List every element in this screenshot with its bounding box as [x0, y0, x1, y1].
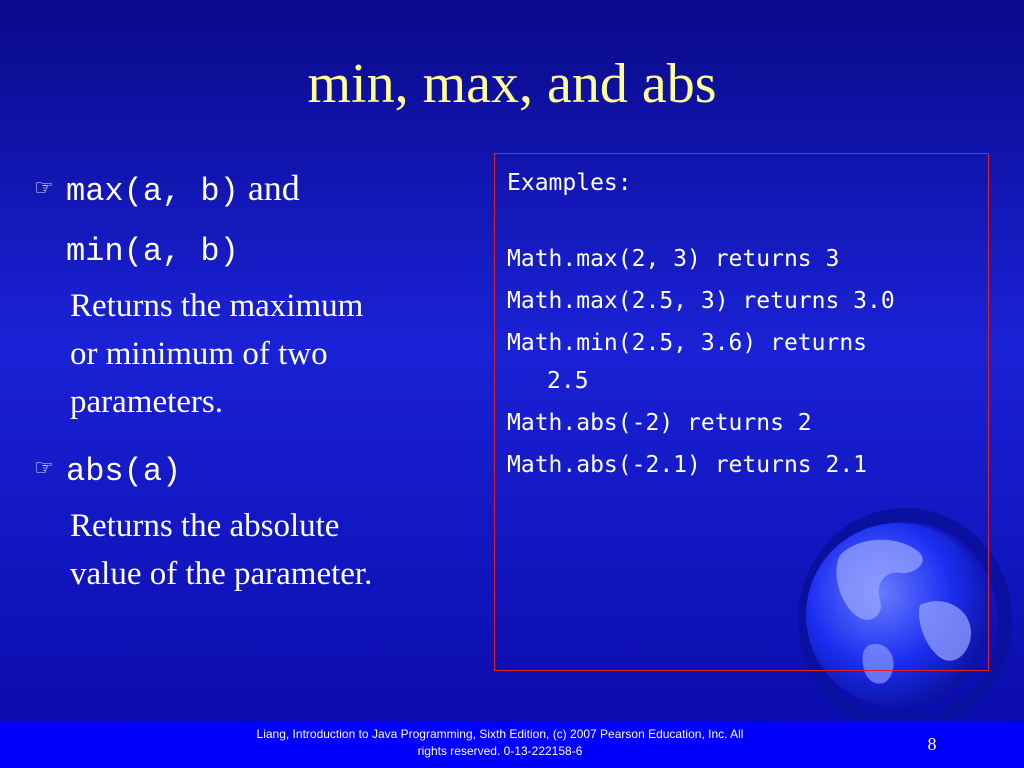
example-item: Math.max(2, 3) returns 3	[507, 246, 840, 272]
example-item: Math.min(2.5, 3.6) returns 2.5	[507, 330, 868, 394]
example-item: Math.abs(-2.1) returns 2.1	[507, 452, 868, 478]
slide-title: min, max, and abs	[307, 53, 717, 115]
example-item: Math.abs(-2) returns 2	[507, 410, 812, 436]
example-item: Math.max(2.5, 3) returns 3.0	[507, 288, 895, 314]
description-line: Returns the absolute	[70, 508, 340, 544]
description-line: parameters.	[70, 384, 223, 420]
footer-citation	[200, 726, 800, 760]
description-abs	[70, 502, 458, 598]
connector-text: and	[247, 168, 300, 208]
code-abs: abs(a)	[66, 453, 182, 490]
pointing-hand-icon: ☞	[34, 175, 54, 200]
description-line: or minimum of two	[70, 336, 328, 372]
bullet-max-min	[28, 160, 458, 280]
examples-heading: Examples:	[507, 170, 632, 196]
description-line: Returns the maximum	[70, 288, 364, 324]
pointing-hand-icon: ☞	[34, 455, 54, 480]
footer-line: Liang, Introduction to Java Programming, Sixth Edition, (c) 2007 Pearson Education, Inc. All	[256, 727, 744, 741]
code-max: max(a, b)	[66, 173, 239, 210]
description-max-min	[70, 282, 458, 426]
page-number: 8	[927, 734, 937, 754]
footer-line: rights reserved. 0-13-222158-6	[417, 744, 583, 758]
bullet-list	[28, 160, 458, 598]
bullet-abs	[28, 440, 458, 500]
examples-box	[494, 153, 989, 671]
code-min: min(a, b)	[66, 233, 239, 270]
description-line: value of the parameter.	[70, 556, 373, 592]
